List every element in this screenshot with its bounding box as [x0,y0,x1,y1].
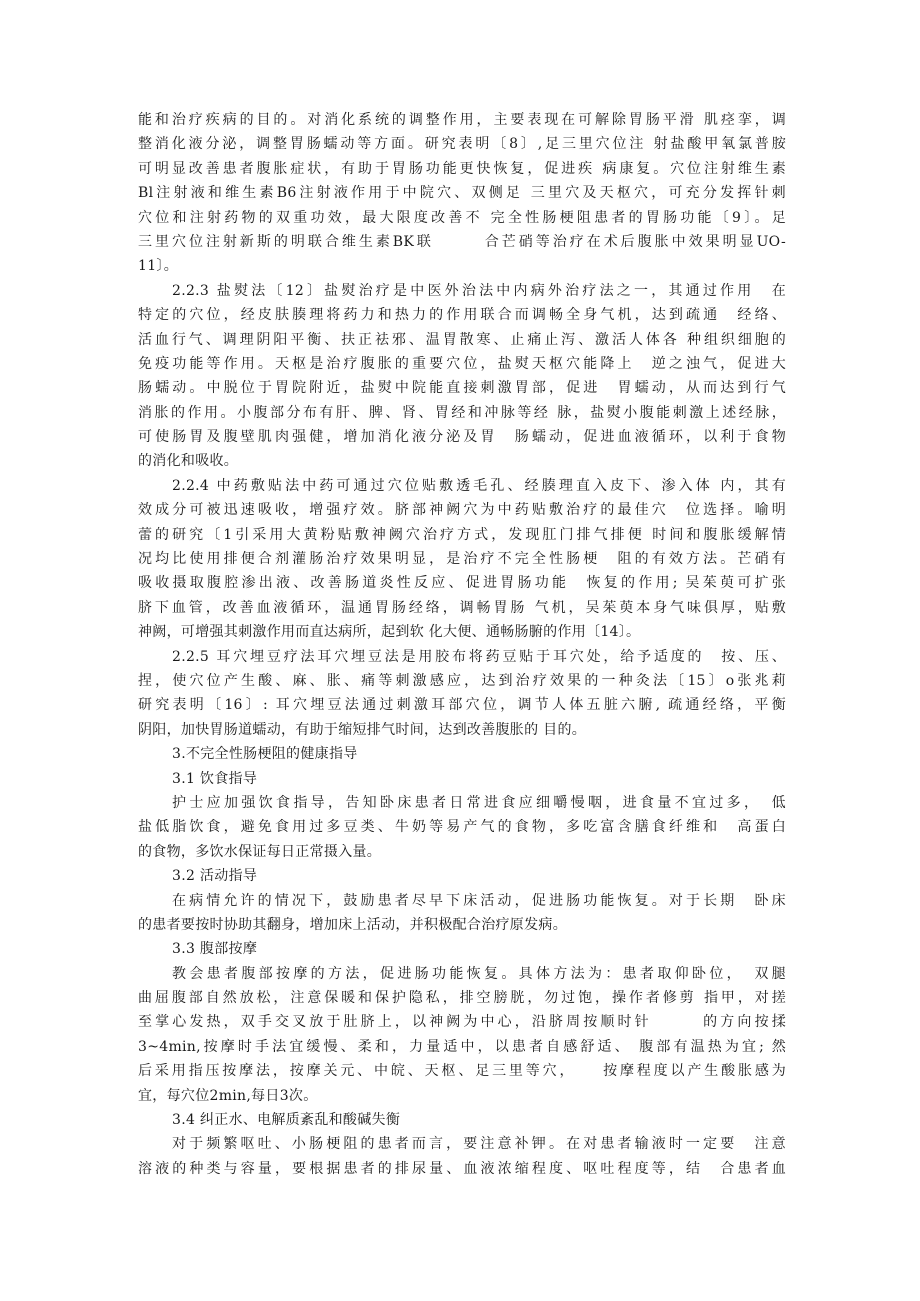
text-line: 3.4 纠正水、电解质紊乱和酸碱失衡 [172,1112,401,1129]
text-line: 3.不完全性肠梗阻的健康指导 [172,746,358,763]
text-line: 效成分可被迅速吸收，增强疗效。脐部神阙穴为中药贴敷治疗的最佳穴 位选择。喻明 [138,502,786,519]
text-line: 穴位和注射药物的双重功效，最大限度改善不 完全性肠梗阻患者的胃肠功能〔9〕。足 [138,209,786,226]
text-line: 的食物，多饮水保证每日正常摄入量。 [138,843,382,860]
text-line: 脐下血管，改善血液循环，温通胃肠经络，调畅胃肠 气机，吴茱萸本身气味俱厚，贴敷 [138,599,786,616]
text-line: 整消化液分泌，调整胃肠蠕动等方面。研究表明〔8〕,足三里穴位注 射盐酸甲氧氯普胺 [138,136,786,153]
text-line: 消胀的作用。小腹部分布有肝、脾、肾、胃经和冲脉等经 脉，盐熨小腹能刺激上述经脉， [138,404,786,421]
text-line: 能和治疗疾病的目的。对消化系统的调整作用，主要表现在可解除胃肠平滑 肌痉挛，调 [138,112,786,128]
text-line: 特定的穴位，经皮肤腠理将药力和热力的作用联合而调畅全身气机，达到疏通 经络、 [138,307,786,324]
text-line: 3.3 腹部按摩 [172,941,258,958]
text-line: 曲屈腹部自然放松，注意保暖和保护隐私，排空膀胱，勿过饱，操作者修剪 指甲，对搓 [138,990,786,1007]
text-line: 蕾的研究〔1引采用大黄粉贴敷神阙穴治疗方式，发现肛门排气排便 时间和腹胀缓解情 [138,526,786,543]
document-body [138,108,786,1181]
text-line: 阴阳，加快胃肠道蠕动，有助于缩短排气时间，达到改善腹胀的 目的。 [138,721,587,738]
text-line: 至掌心发热，双手交叉放于肚脐上，以神阙为中心，沿脐周按顺时针 的方向按揉 [138,1014,786,1031]
text-line: 肠蠕动。中脱位于胃院附近，盐熨中院能直接刺激胃部，促进 胃蠕动，从而达到行气 [138,380,786,397]
text-line: 2.2.5 耳穴埋豆疗法耳穴埋豆法是用胶布将药豆贴于耳穴处，给予适度的 按、压、 [172,648,786,665]
text-line: 况均比使用排便合剂灌肠治疗效果明显，是治疗不完全性肠梗 阻的有效方法。芒硝有 [138,551,786,568]
text-line: 免疫功能等作用。天枢是治疗腹胀的重要穴位，盐熨天枢穴能降上 逆之浊气，促进大 [138,355,786,372]
text-line: 可明显改善患者腹胀症状，有助于胃肠功能更快恢复，促进疾 病康复。穴位注射维生素 [138,160,786,177]
text-line: 3.2 活动指导 [172,868,258,885]
text-line: Bl注射液和维生素B6注射液作用于中院穴、双侧足 三里穴及天枢穴，可充分发挥针刺 [138,185,786,202]
text-line: 盐低脂饮食，避免食用过多豆类、牛奶等易产气的食物，多吃富含膳食纤维和 高蛋白 [138,819,786,836]
text-line: 神阙，可增强其刺激作用而直达病所，起到软 化大便、通畅肠腑的作用〔14〕。 [138,624,641,641]
text-line: 教会患者腹部按摩的方法，促进肠功能恢复。具体方法为：患者取仰卧位， 双腿 [172,965,786,982]
text-line: 2.2.3 盐熨法〔12〕盐熨治疗是中医外治法中内病外治疗法之一，其通过作用 在 [172,282,786,299]
text-line: 研究表明〔16〕: 耳穴埋豆法通过刺激耳部穴位，调节人体五脏六腑, 疏通经络，平衡 [138,697,786,714]
text-line: 活血行气、调理阴阳平衡、扶正祛邪、温胃散寒、止痛止泻、激活人体各 种组织细胞的 [138,331,786,348]
text-line: 对于频繁呕吐、小肠梗阻的患者而言，要注意补钾。在对患者输液时一定要 注意 [172,1136,786,1153]
text-line: 的消化和吸收。 [138,453,239,470]
text-line: 11〕。 [138,258,179,275]
text-line: 3.1 饮食指导 [172,770,258,787]
text-line: 护士应加强饮食指导，告知卧床患者日常进食应细嚼慢咽，进食量不宜过多， 低 [172,794,786,811]
text-line: 宜，每穴位2min,每日3次。 [138,1087,318,1104]
text-line: 3~4min,按摩时手法宜缓慢、柔和，力量适中，以患者自感舒适、 腹部有温热为宜; 然 [138,1038,786,1055]
text-line: 可使肠胃及腹壁肌肉强健，增加消化液分泌及胃 肠蠕动，促进血液循环，以利于食物 [138,429,786,446]
text-line: 三里穴位注射新斯的明联合维生素BK联 合芒硝等治疗在术后腹胀中效果明显UO- [138,233,786,250]
text-line: 在病情允许的情况下，鼓励患者尽早下床活动，促进肠功能恢复。对于长期 卧床 [172,892,786,909]
text-line: 捏，使穴位产生酸、麻、胀、痛等刺激感应，达到治疗效果的一种灸法〔15〕o张兆莉 [138,672,786,689]
text-line: 的患者要按时协助其翻身，增加床上活动，并积极配合治疗原发病。 [138,916,567,933]
text-line: 溶液的种类与容量，要根据患者的排尿量、血液浓缩程度、呕吐程度等，结 合患者血 [138,1160,786,1177]
text-line: 吸收摄取腹腔渗出液、改善肠道炎性反应、促进胃肠功能 恢复的作用; 吴茱萸可扩张 [138,575,786,592]
text-line: 2.2.4 中药敷贴法中药可通过穴位贴敷透毛孔、经腠理直入皮下、渗入体 内，其有 [172,477,786,494]
text-line: 后采用指压按摩法，按摩关元、中皖、天枢、足三里等穴， 按摩程度以产生酸胀感为 [138,1063,786,1080]
